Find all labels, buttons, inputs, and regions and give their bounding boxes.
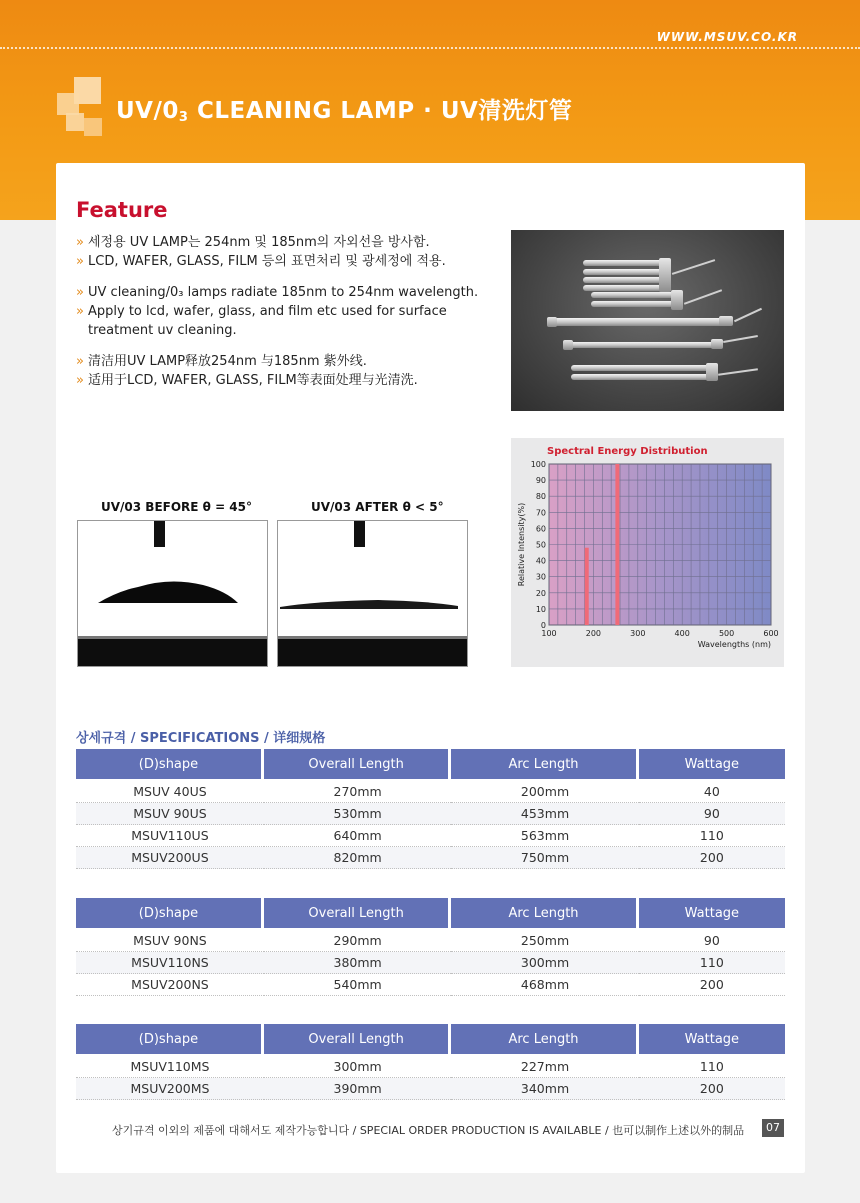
after-droplet-image (277, 520, 468, 667)
table-row (76, 974, 785, 996)
column-header: (D)shape (76, 898, 264, 928)
feature-item: » 清洁用UV LAMP释放254nm 与185nm 紫外线. (76, 352, 496, 371)
table-cell: 200 (639, 847, 785, 869)
table-row (76, 779, 785, 803)
website-url: WWW.MSUV.CO.KR (656, 30, 798, 44)
x-tick-label: 500 (718, 629, 735, 638)
table-cell: MSUV200MS (76, 1078, 264, 1100)
y-tick-label: 80 (535, 492, 546, 502)
table-cell: 290mm (264, 928, 451, 952)
column-header: Arc Length (451, 898, 638, 928)
y-tick-label: 10 (535, 604, 546, 614)
table-cell: 563mm (451, 825, 638, 847)
page-title: $UV/0_3$ CLEANING LAMP · UV清洗灯管 (116, 98, 573, 125)
table-cell: 750mm (451, 847, 638, 869)
table-cell: 390mm (264, 1078, 451, 1100)
table-cell: 300mm (451, 952, 638, 974)
x-tick-label: 100 (541, 629, 557, 638)
column-header: Wattage (639, 1024, 785, 1054)
table-cell: MSUV200NS (76, 974, 264, 996)
page-number: 07 (762, 1119, 784, 1137)
lamp-photo (511, 230, 784, 411)
table-cell: MSUV110US (76, 825, 264, 847)
spectral-chart (511, 438, 784, 667)
y-tick-label: 60 (535, 524, 546, 534)
table-row (76, 1054, 785, 1078)
column-header: Arc Length (451, 749, 638, 779)
spectral-bar (585, 548, 589, 625)
table-cell: MSUV110NS (76, 952, 264, 974)
table-cell: 640mm (264, 825, 451, 847)
column-header: Overall Length (264, 1024, 451, 1054)
table-cell: 540mm (264, 974, 451, 996)
feature-heading: Feature (76, 198, 168, 222)
dotted-divider (0, 47, 860, 49)
table-cell: MSUV 90NS (76, 928, 264, 952)
feature-item: » LCD, WAFER, GLASS, FILM 등의 표면처리 및 광세정에 적용. (76, 252, 496, 271)
x-tick-label: 600 (763, 629, 779, 638)
table-row (76, 825, 785, 847)
table-row (76, 847, 785, 869)
feature-item: » UV cleaning/0₃ lamps radiate 185nm to 254nm wavelength. (76, 283, 496, 302)
table-cell: 40 (639, 779, 785, 803)
y-tick-label: 40 (535, 556, 546, 566)
table-cell: 110 (639, 825, 785, 847)
table-cell: 227mm (451, 1054, 638, 1078)
footer-note: 상기규격 이외의 제품에 대해서도 제작가능합니다 / SPECIAL ORDER PRODUCTION IS AVAILABLE / 也可以制作上述以外的制品 (112, 1124, 745, 1137)
table-row (76, 952, 785, 974)
spec-table-ns (76, 898, 785, 996)
before-droplet-image (77, 520, 268, 667)
before-label: UV/03 BEFORE θ = 45° (101, 500, 253, 514)
feature-list (76, 233, 496, 390)
table-cell: MSUV 90US (76, 803, 264, 825)
y-tick-label: 0 (540, 621, 546, 630)
y-tick-label: 20 (535, 588, 546, 598)
x-axis-label: Wavelengths (nm) (697, 640, 771, 649)
column-header: (D)shape (76, 1024, 264, 1054)
y-tick-label: 50 (535, 540, 546, 550)
x-tick-label: 400 (674, 629, 690, 638)
table-cell: 300mm (264, 1054, 451, 1078)
column-header: Overall Length (264, 898, 451, 928)
chart-title: Spectral Energy Distribution (547, 446, 708, 457)
y-tick-label: 70 (535, 508, 546, 518)
column-header: Wattage (639, 898, 785, 928)
y-tick-label: 90 (535, 476, 546, 486)
x-tick-label: 200 (585, 629, 602, 638)
table-cell: 820mm (264, 847, 451, 869)
table-cell: 200 (639, 1078, 785, 1100)
table-cell: MSUV110MS (76, 1054, 264, 1078)
column-header: Wattage (639, 749, 785, 779)
table-cell: 90 (639, 803, 785, 825)
feature-item: » 适用于LCD, WAFER, GLASS, FILM等表面处理与光清洗. (76, 371, 496, 390)
table-cell: MSUV 40US (76, 779, 264, 803)
table-cell: 270mm (264, 779, 451, 803)
spec-table-us (76, 749, 785, 869)
after-label: UV/03 AFTER θ < 5° (311, 500, 444, 514)
table-row (76, 928, 785, 952)
table-cell: 340mm (451, 1078, 638, 1100)
table-row (76, 1078, 785, 1100)
table-cell: 453mm (451, 803, 638, 825)
table-cell: MSUV200US (76, 847, 264, 869)
spectral-bar (615, 464, 619, 625)
y-axis-label: Relative Intensity(%) (517, 502, 526, 587)
column-header: Arc Length (451, 1024, 638, 1054)
table-cell: 110 (639, 1054, 785, 1078)
table-cell: 200 (639, 974, 785, 996)
x-tick-label: 300 (630, 629, 646, 638)
table-cell: 90 (639, 928, 785, 952)
table-cell: 380mm (264, 952, 451, 974)
table-cell: 530mm (264, 803, 451, 825)
table-row (76, 803, 785, 825)
y-tick-label: 100 (530, 460, 546, 469)
table-cell: 200mm (451, 779, 638, 803)
table-cell: 468mm (451, 974, 638, 996)
feature-item: » Apply to lcd, wafer, glass, and film etc used for surface treatment uv cleaning. (76, 302, 496, 340)
specifications-heading: 상세규격 / SPECIFICATIONS / 详细规格 (76, 731, 326, 746)
feature-item: » 세정용 UV LAMP는 254nm 및 185nm의 자외선을 방사함. (76, 233, 496, 252)
column-header: (D)shape (76, 749, 264, 779)
table-cell: 110 (639, 952, 785, 974)
y-tick-label: 30 (535, 572, 546, 582)
column-header: Overall Length (264, 749, 451, 779)
spec-table-ms (76, 1024, 785, 1100)
spectral-chart-svg (511, 438, 784, 667)
table-cell: 250mm (451, 928, 638, 952)
